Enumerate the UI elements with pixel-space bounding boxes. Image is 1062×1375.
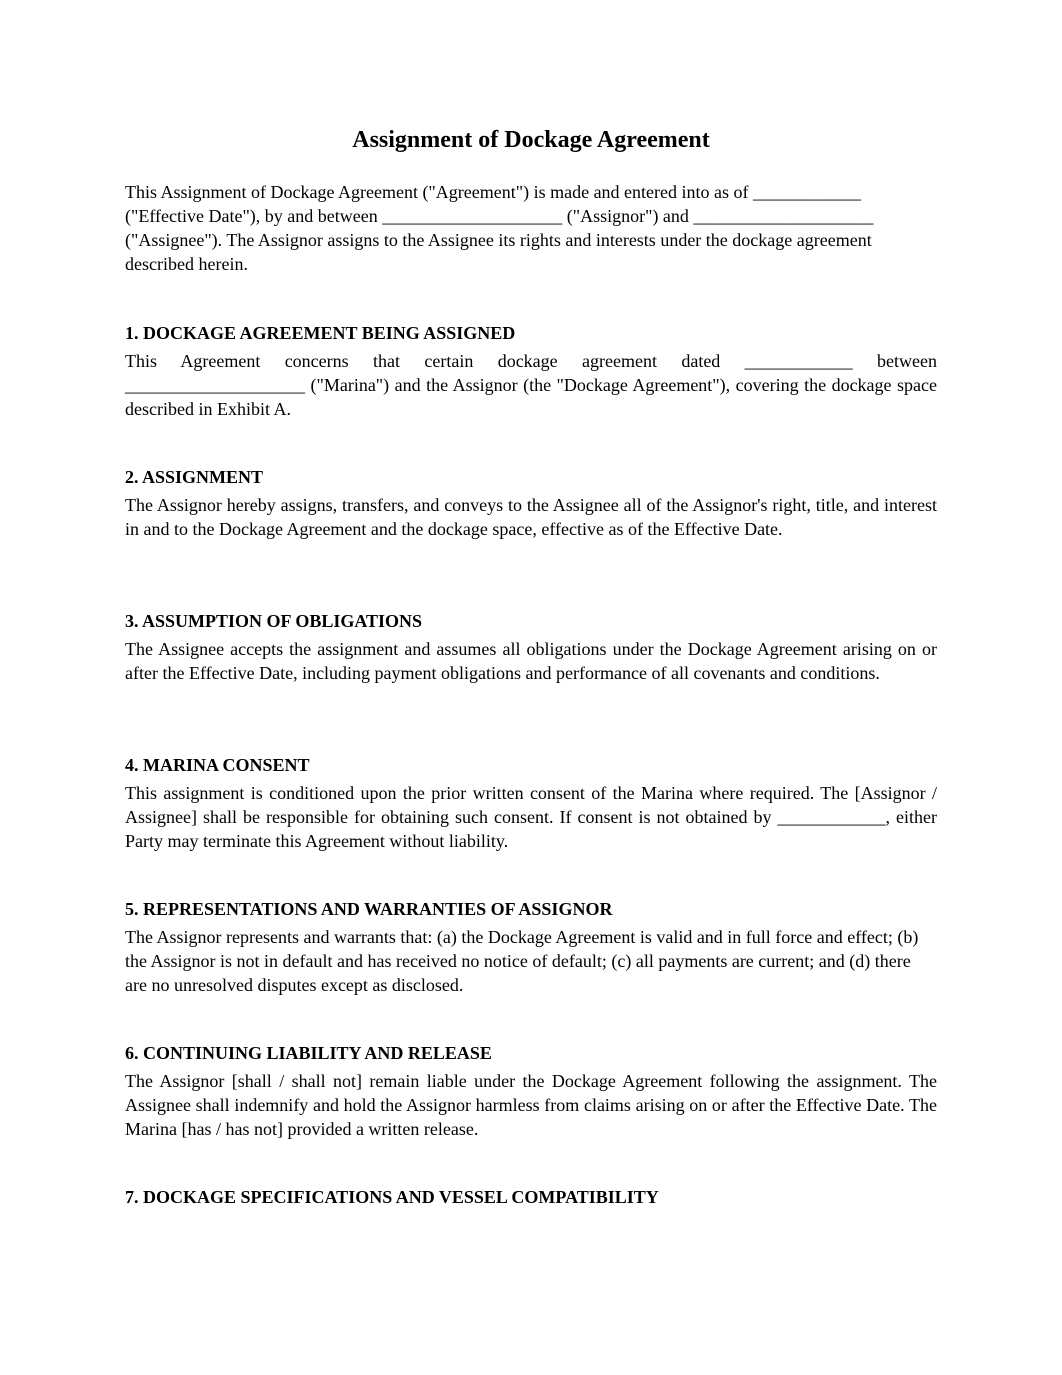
section-6-heading: 6. CONTINUING LIABILITY AND RELEASE <box>125 1043 492 1063</box>
section-3-body: The Assignee accepts the assignment and assumes all obligations under the Dockage Agreement arising on or after the Effective Date, including payment obligations and performance of all covenants and conditions. <box>125 639 937 683</box>
section-7-heading: 7. DOCKAGE SPECIFICATIONS AND VESSEL COMPATIBILITY <box>125 1187 659 1207</box>
section-4-body: This assignment is conditioned upon the prior written consent of the Marina where required. The [Assignor / Assignee] shall be responsible for obtaining such consent. If consent is not obtained by ____________, either Party may terminate this Agreement without liability. <box>125 783 937 851</box>
section-1-heading: 1. DOCKAGE AGREEMENT BEING ASSIGNED <box>125 323 516 343</box>
section-4-heading: 4. MARINA CONSENT <box>125 755 310 775</box>
document-title: Assignment of Dockage Agreement <box>352 127 710 153</box>
section-5-body: The Assignor represents and warrants that: (a) the Dockage Agreement is valid and in full force and effect; (b) the Assignor is not in default and has received no notice of default; (c) all payments are current; and (d) there are no unresolved disputes except as disclosed. <box>125 927 919 995</box>
section-3-heading: 3. ASSUMPTION OF OBLIGATIONS <box>125 611 423 631</box>
section-2-heading: 2. ASSIGNMENT <box>125 467 264 487</box>
section-5-heading: 5. REPRESENTATIONS AND WARRANTIES OF ASSIGNOR <box>125 899 613 919</box>
section-1-body: This Agreement concerns that certain dockage agreement dated ____________ between ____________________ ("Marina") and the Assignor (the "Dockage Agreement"), covering the dockage space described in Exhibit A. <box>125 351 937 419</box>
section-2-body: The Assignor hereby assigns, transfers, and conveys to the Assignee all of the Assignor's right, title, and interest in and to the Dockage Agreement and the dockage space, effective as of the Effective Date. <box>125 495 937 539</box>
intro-paragraph: This Assignment of Dockage Agreement ("Agreement") is made and entered into as of ____________ ("Effective Date"), by and between ____________________ ("Assignor") and ____________________ ("Assignee"). The Assignor assigns to the Assignee its rights and interests under the dockage agreement described herein. <box>125 182 874 274</box>
section-6-body: The Assignor [shall / shall not] remain liable under the Dockage Agreement following the assignment. The Assignee shall indemnify and hold the Assignor harmless from claims arising on or after the Effective Date. The Marina [has / has not] provided a written release. <box>125 1071 937 1139</box>
